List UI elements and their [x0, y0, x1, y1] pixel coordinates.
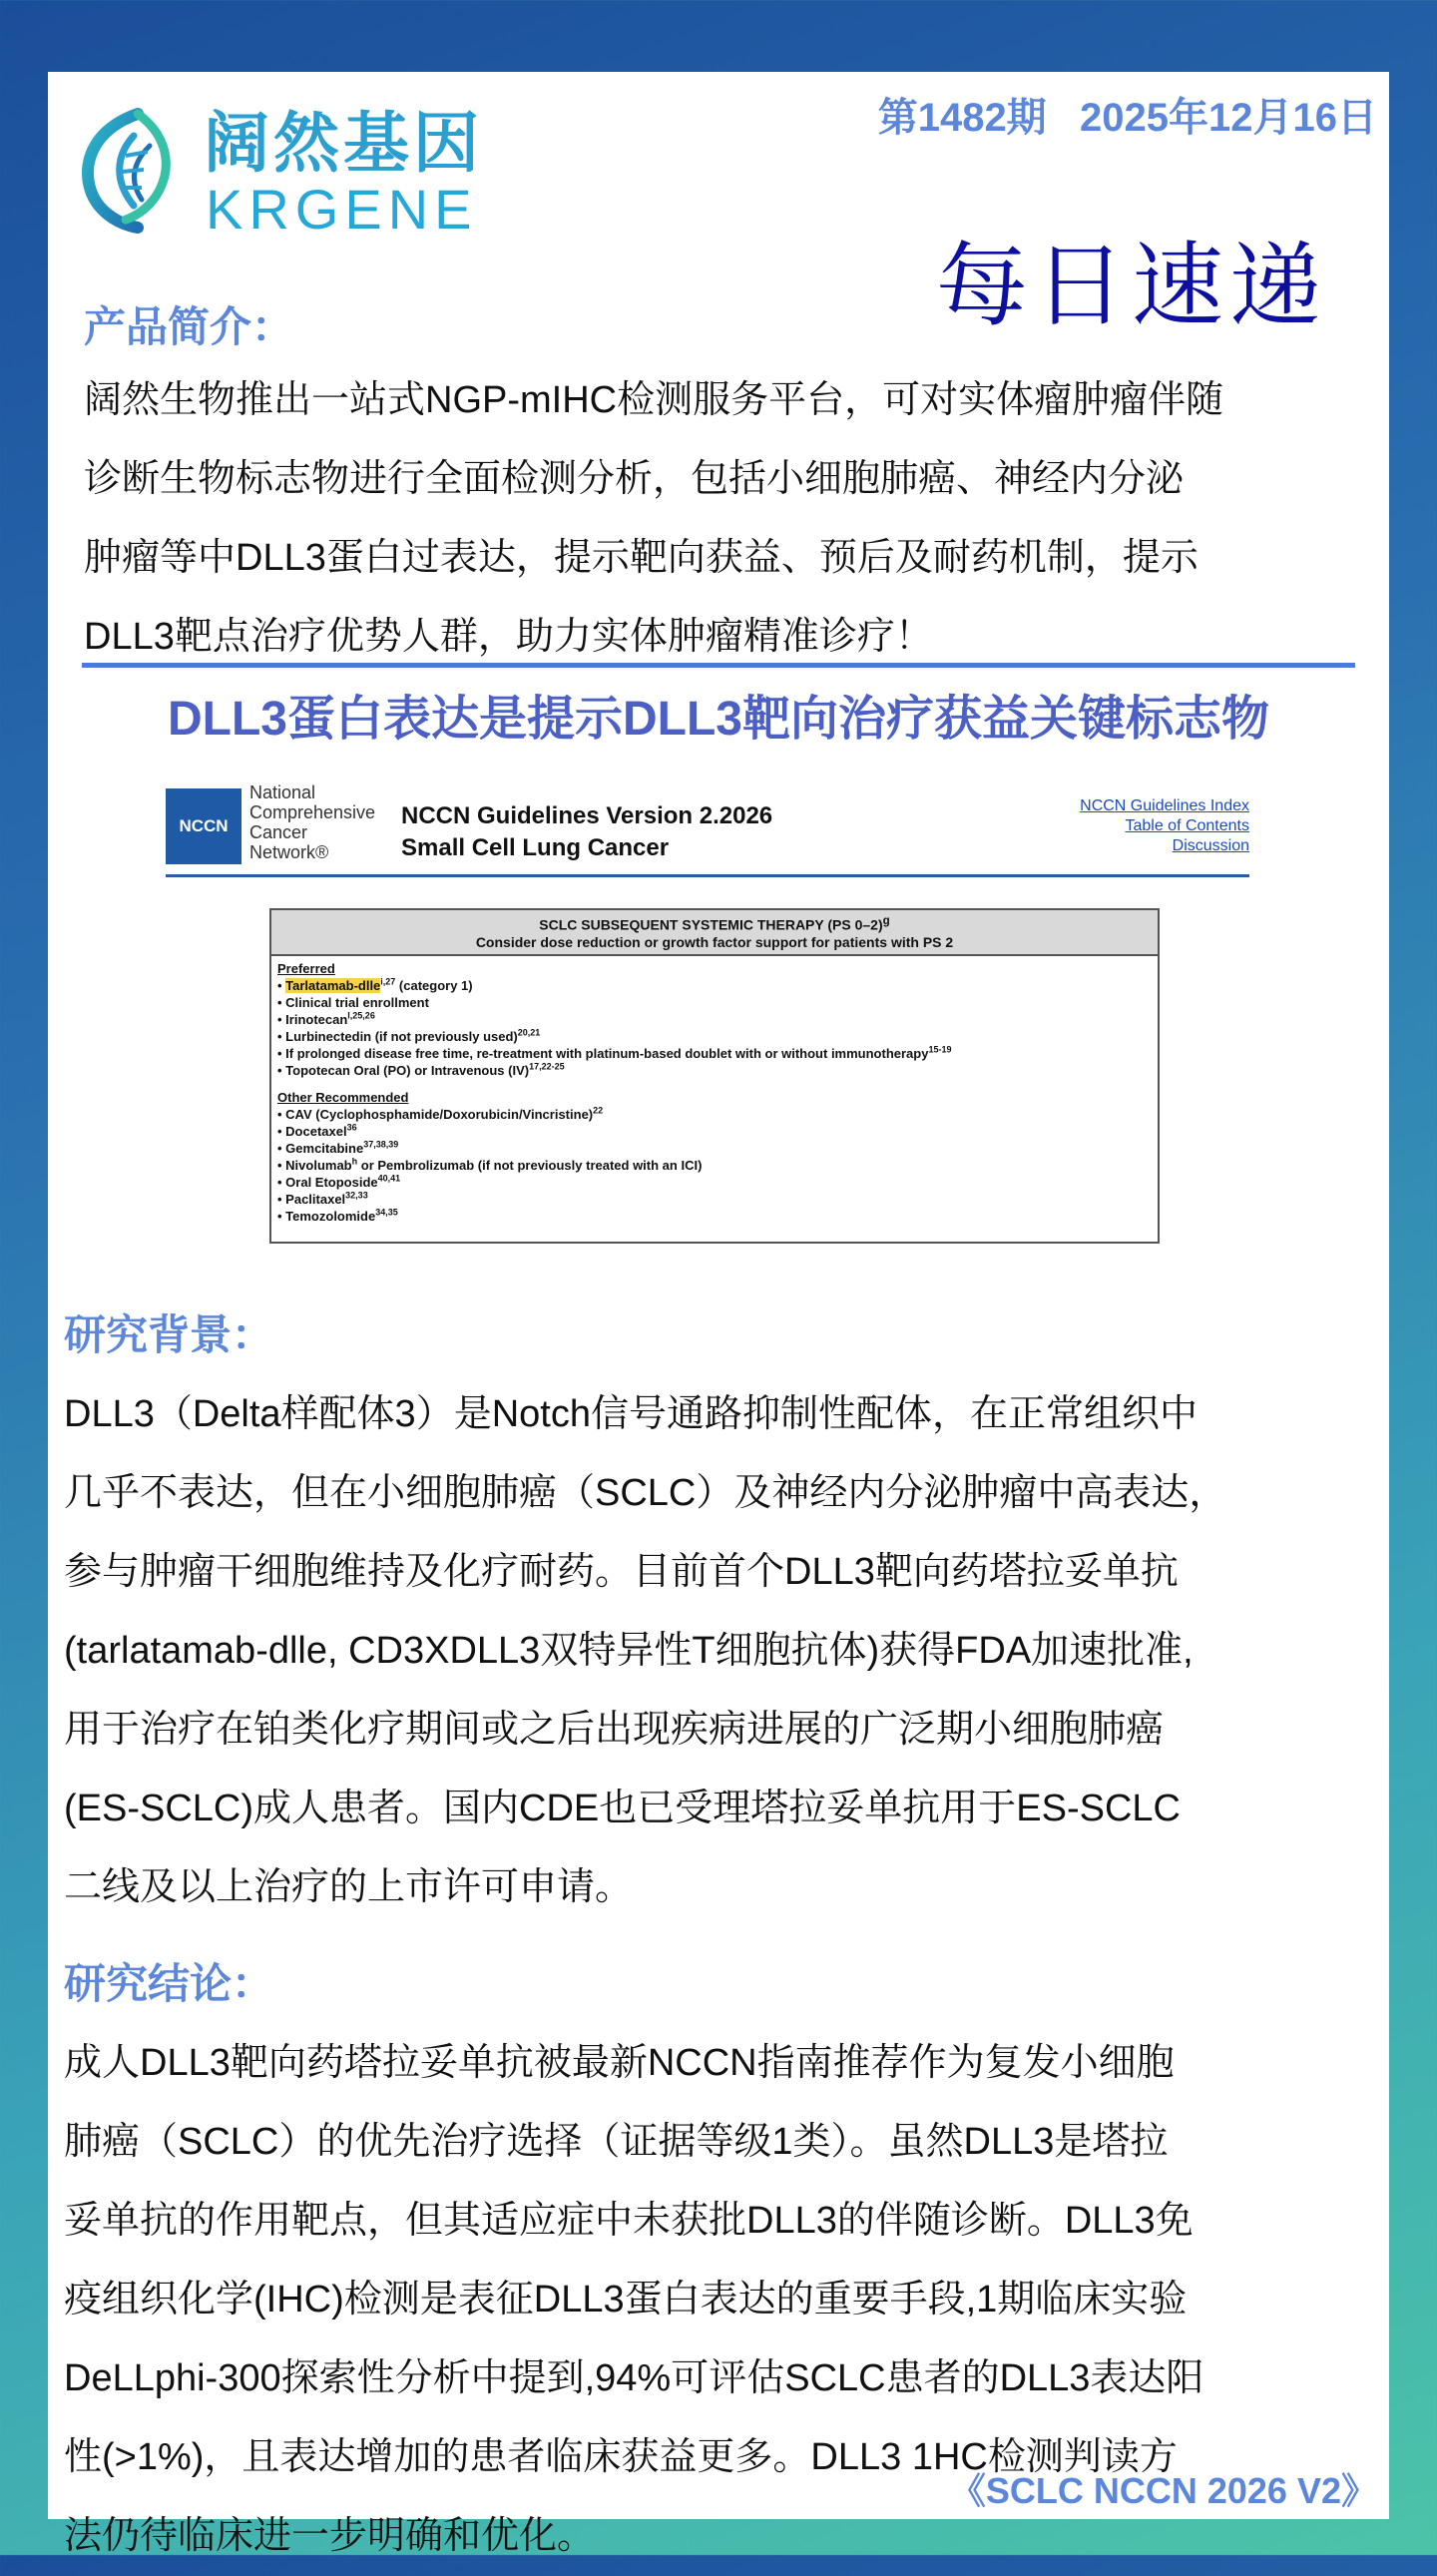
therapy-item [277, 1011, 1152, 1028]
therapy-name: CAV (Cyclophosphamide/Doxorubicin/Vincristine) [285, 1106, 594, 1122]
therapy-ref: 17,22-25 [529, 1061, 565, 1072]
background-line: (ES-SCLC)成人患者。国内CDE也已受理塔拉妥单抗用于ES-SCLC [64, 1788, 1181, 1829]
therapy-item [277, 1140, 1152, 1157]
conclusion-line: 疫组织化学(IHC)检测是表征DLL3蛋白表达的重要手段,1期临床实验 [64, 2279, 1188, 2320]
bullet: • [277, 1011, 286, 1027]
background-line: DLL3（Delta样配体3）是Notch信号通路抑制性配体，在正常组织中 [64, 1393, 1198, 1435]
conclusion-line: 肺癌（SCLC）的优先治疗选择（证据等级1类）。虽然DLL3是塔拉 [64, 2121, 1169, 2163]
therapy-ref: 37,38,39 [363, 1139, 399, 1150]
background-line: (tarlatamab-dlle, CD3XDLL3双特异性T细胞抗体)获得FDA加速批准, [64, 1630, 1194, 1672]
background-title: 研究背景： [64, 1311, 274, 1358]
intro-line: 肿瘤等中DLL3蛋白过表达，提示靶向获益、预后及耐药机制，提示 [84, 537, 1198, 579]
intro-line: 诊断生物标志物进行全面检测分析，包括小细胞肺癌、神经内分泌 [84, 458, 1185, 500]
therapy-item [277, 1191, 1152, 1208]
therapy-item [277, 1045, 1152, 1062]
brand-logo [68, 100, 527, 240]
nccn-discussion-link[interactable]: Discussion [1172, 837, 1249, 854]
therapy-item [277, 1157, 1152, 1174]
therapy-item [277, 1208, 1152, 1225]
therapy-name: If prolonged disease free time, re-treatment with platinum-based doublet with or without immunotherapy [285, 1045, 929, 1061]
therapy-header-line1 [271, 912, 1158, 934]
therapy-header-sup: g [882, 914, 890, 927]
nccn-org-line: Comprehensive [249, 802, 376, 822]
intro-text [84, 361, 1371, 677]
nccn-guideline-header [166, 778, 1249, 877]
daily-title: 每日速递 [936, 236, 1328, 337]
therapy-item [277, 1062, 1152, 1079]
therapy-ref: 20,21 [517, 1027, 541, 1038]
nccn-org-line: Cancer [249, 822, 308, 842]
conclusion-line: DeLLphi-300探索性分析中提到,94%可评估SCLC患者的DLL3表达阳 [64, 2357, 1204, 2399]
bullet: • [277, 1028, 286, 1044]
therapy-ref: 22 [593, 1105, 604, 1116]
therapy-table-header [271, 910, 1158, 956]
intro-title: 产品简介： [84, 303, 294, 350]
nccn-toc-link[interactable]: Table of Contents [1125, 817, 1249, 834]
issue-date-line: 第1482期 2025年12月16日 [877, 96, 1377, 140]
background-text [64, 1375, 1377, 1927]
bullet: • [277, 994, 286, 1010]
therapy-item [277, 1106, 1152, 1123]
source-tag: 《SCLC NCCN 2026 V2》 [949, 2470, 1377, 2511]
therapy-name: Clinical trial enrollment [285, 994, 429, 1010]
therapy-ref: 15-19 [928, 1044, 952, 1055]
therapy-ref: 34,35 [375, 1207, 398, 1218]
intro-line: 阔然生物推出一站式NGP-mIHC检测服务平台，可对实体瘤肿瘤伴随 [84, 379, 1224, 421]
bullet: • [277, 1174, 286, 1190]
therapy-ref: i,27 [380, 976, 396, 987]
conclusion-title: 研究结论： [64, 1960, 274, 2007]
conclusion-line: 法仍待临床进一步明确和优化。 [64, 2515, 596, 2557]
therapy-item [277, 977, 1152, 994]
therapy-name: Lurbinectedin (if not previously used) [285, 1028, 518, 1044]
therapy-name: Nivolumab [285, 1157, 352, 1173]
headline: DLL3蛋白表达是提示DLL3靶向治疗获益关键标志物 [167, 693, 1269, 746]
therapy-name: Gemcitabine [285, 1140, 364, 1156]
therapy-header-line2: Consider dose reduction or growth factor support for patients with PS 2 [475, 933, 954, 950]
therapy-item [277, 1123, 1152, 1140]
therapy-item [277, 1174, 1152, 1191]
preferred-list [277, 977, 1152, 1079]
therapy-name: Docetaxel [285, 1123, 347, 1139]
nccn-org-line: Network® [249, 842, 329, 862]
brand-name-en: KRGENE [206, 178, 478, 241]
bullet: • [277, 1123, 286, 1139]
nccn-org-name [249, 782, 375, 862]
bullet: • [277, 1208, 286, 1224]
dna-helix-icon [68, 106, 198, 236]
bullet: • [277, 977, 286, 993]
therapy-item [277, 994, 1152, 1011]
therapy-table-body [271, 956, 1158, 1229]
therapy-ref: l,25,26 [347, 1010, 375, 1021]
therapy-ref: h [351, 1156, 358, 1167]
therapy-ref: 40,41 [377, 1173, 401, 1184]
other-recommended-list [277, 1106, 1152, 1225]
preferred-label: Preferred [277, 960, 335, 976]
therapy-name: Irinotecan [285, 1011, 348, 1027]
therapy-note: (category 1) [395, 977, 473, 993]
therapy-name: Topotecan Oral (PO) or Intravenous (IV) [285, 1062, 530, 1078]
bullet: • [277, 1191, 286, 1207]
therapy-ref: 32,33 [345, 1190, 368, 1201]
therapy-name: Paclitaxel [285, 1191, 346, 1207]
therapy-note: or Pembrolizumab (if not previously treated with an ICI) [357, 1157, 703, 1173]
bullet: • [277, 1157, 286, 1173]
background-line: 参与肿瘤干细胞维持及化疗耐药。目前首个DLL3靶向药塔拉妥单抗 [64, 1551, 1179, 1593]
nccn-links [1080, 796, 1249, 856]
background-line: 用于治疗在铂类化疗期间或之后出现疾病进展的广泛期小细胞肺癌 [64, 1709, 1165, 1751]
bullet: • [277, 1045, 286, 1061]
nccn-disease: Small Cell Lung Cancer [401, 834, 670, 861]
therapy-name: Temozolomide [285, 1208, 376, 1224]
therapy-item [277, 1028, 1152, 1045]
intro-line: DLL3靶点治疗优势人群，助力实体肿瘤精准诊疗！ [84, 616, 933, 658]
therapy-name: Tarlatamab-dlle [285, 977, 381, 993]
nccn-index-link[interactable]: NCCN Guidelines Index [1080, 797, 1249, 814]
newsletter-card [48, 72, 1389, 2557]
bullet: • [277, 1140, 286, 1156]
bullet: • [277, 1106, 286, 1122]
conclusion-line: 性(>1%)，且表达增加的患者临床获益更多。DLL3 1HC检测判读方 [64, 2436, 1178, 2478]
nccn-org-line: National [249, 782, 316, 802]
therapy-header-text: SCLC SUBSEQUENT SYSTEMIC THERAPY (PS 0–2) [539, 916, 883, 933]
bullet: • [277, 1062, 286, 1078]
brand-name-cn: 阔然基因 [204, 106, 483, 180]
background-line: 二线及以上治疗的上市许可申请。 [64, 1866, 634, 1908]
conclusion-line: 妥单抗的作用靶点，但其适应症中未获批DLL3的伴随诊断。DLL3免 [64, 2200, 1194, 2242]
section-divider [82, 663, 1355, 668]
therapy-name: Oral Etoposide [285, 1174, 378, 1190]
other-recommended-label: Other Recommended [277, 1089, 409, 1105]
background-line: 几乎不表达，但在小细胞肺癌（SCLC）及神经内分泌肿瘤中高表达， [64, 1472, 1227, 1514]
nccn-logo: NCCN [166, 788, 241, 864]
nccn-version: NCCN Guidelines Version 2.2026 [401, 802, 773, 829]
therapy-table [269, 908, 1160, 1244]
nccn-version-title [401, 800, 772, 864]
therapy-ref: 36 [346, 1122, 357, 1133]
conclusion-line: 成人DLL3靶向药塔拉妥单抗被最新NCCN指南推荐作为复发小细胞 [64, 2042, 1175, 2084]
